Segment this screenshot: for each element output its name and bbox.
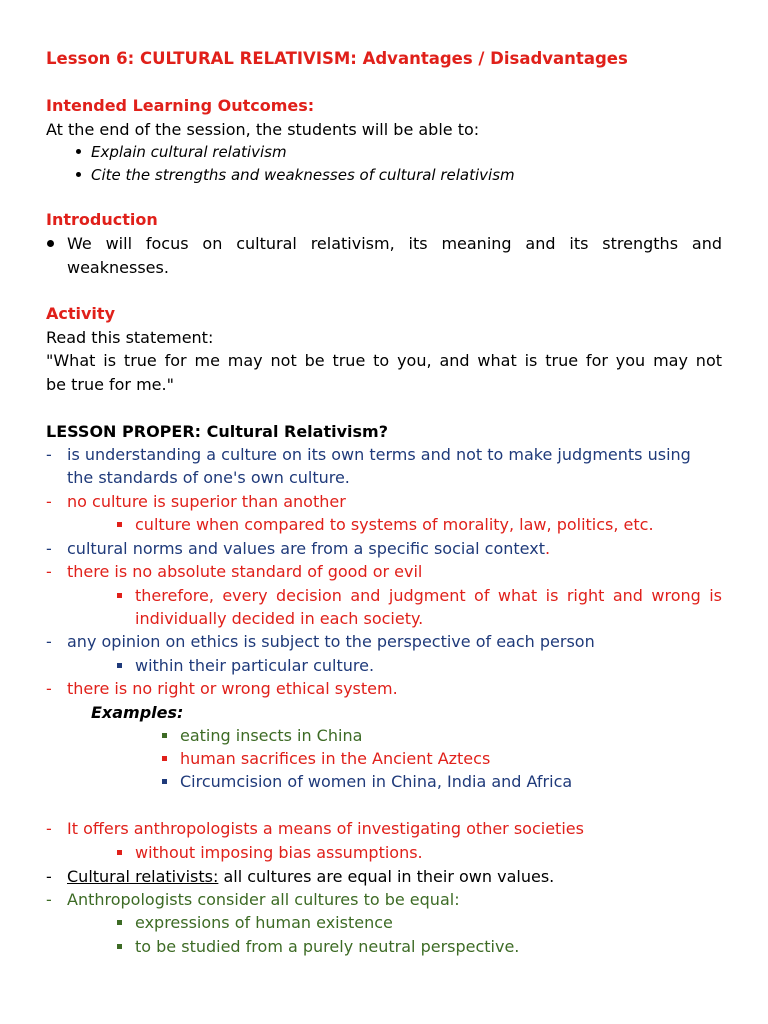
round-bullet-icon bbox=[76, 149, 81, 154]
round-bullet-icon bbox=[76, 172, 81, 177]
lesson-subpoint: culture when compared to systems of morality, law, politics, etc. bbox=[135, 515, 654, 534]
outcome-item: Cite the strengths and weaknesses of cultural relativism bbox=[91, 166, 515, 184]
example-item: Circumcision of women in China, India and Africa bbox=[180, 772, 573, 791]
dash-bullet: - bbox=[46, 445, 52, 464]
introduction-line: weaknesses. bbox=[67, 258, 169, 277]
lesson-point: the standards of one's own culture. bbox=[67, 468, 350, 487]
activity-intro: Read this statement: bbox=[46, 328, 214, 347]
square-bullet-icon bbox=[117, 663, 122, 668]
lesson-point: no culture is superior than another bbox=[67, 492, 346, 511]
dash-bullet: - bbox=[46, 819, 52, 838]
lesson-point-text: all cultures are equal in their own values. bbox=[218, 867, 555, 886]
dash-bullet: - bbox=[46, 890, 52, 909]
example-item: human sacrifices in the Ancient Aztecs bbox=[180, 749, 491, 768]
outcomes-heading: Intended Learning Outcomes: bbox=[46, 96, 315, 115]
dash-bullet: - bbox=[46, 539, 52, 558]
lesson-point bbox=[67, 538, 768, 560]
examples-label: Examples: bbox=[91, 703, 184, 722]
lesson-subpoint: individually decided in each society. bbox=[135, 609, 424, 628]
round-bullet-icon bbox=[47, 240, 54, 247]
lesson-subpoint: without imposing bias assumptions. bbox=[135, 843, 423, 862]
activity-heading: Activity bbox=[46, 304, 115, 323]
lesson-point: Anthropologists consider all cultures to be equal: bbox=[67, 890, 460, 909]
lesson-point: there is no absolute standard of good or evil bbox=[67, 562, 423, 581]
outcome-item: Explain cultural relativism bbox=[91, 143, 287, 161]
example-item: eating insects in China bbox=[180, 726, 363, 745]
lesson-subpoint: therefore, every decision and judgment of what is right and wrong is bbox=[135, 586, 722, 605]
square-bullet-icon bbox=[162, 756, 167, 761]
dash-bullet: - bbox=[46, 867, 52, 886]
lesson-point-period: . bbox=[544, 539, 551, 558]
lesson-subpoint: to be studied from a purely neutral perspective. bbox=[135, 937, 520, 956]
square-bullet-icon bbox=[117, 944, 122, 949]
lesson-point-text: cultural norms and values are from a specific social context bbox=[67, 539, 545, 558]
square-bullet-icon bbox=[162, 779, 167, 784]
activity-quote: "What is true for me may not be true to you, and what is true for you may not bbox=[46, 351, 722, 370]
lesson-point bbox=[67, 866, 768, 888]
square-bullet-icon bbox=[117, 920, 122, 925]
lesson-point: there is no right or wrong ethical system. bbox=[67, 679, 398, 698]
lesson-subpoint: expressions of human existence bbox=[135, 913, 393, 932]
lesson-heading: LESSON PROPER: Cultural Relativism? bbox=[46, 422, 388, 441]
introduction-heading: Introduction bbox=[46, 210, 158, 229]
outcomes-intro: At the end of the session, the students will be able to: bbox=[46, 120, 480, 139]
square-bullet-icon bbox=[117, 522, 122, 527]
lesson-point: any opinion on ethics is subject to the perspective of each person bbox=[67, 632, 595, 651]
square-bullet-icon bbox=[162, 733, 167, 738]
lesson-title: Lesson 6: CULTURAL RELATIVISM: Advantages / Disadvantages bbox=[46, 49, 628, 68]
dash-bullet: - bbox=[46, 562, 52, 581]
square-bullet-icon bbox=[117, 850, 122, 855]
square-bullet-icon bbox=[117, 593, 122, 598]
dash-bullet: - bbox=[46, 632, 52, 651]
activity-quote: be true for me." bbox=[46, 375, 174, 394]
lesson-point: It offers anthropologists a means of investigating other societies bbox=[67, 819, 584, 838]
lesson-point: is understanding a culture on its own terms and not to make judgments using bbox=[67, 445, 691, 464]
dash-bullet: - bbox=[46, 679, 52, 698]
dash-bullet: - bbox=[46, 492, 52, 511]
term-cultural-relativists: Cultural relativists: bbox=[67, 867, 219, 886]
lesson-subpoint: within their particular culture. bbox=[135, 656, 375, 675]
introduction-line: We will focus on cultural relativism, its meaning and its strengths and bbox=[67, 234, 722, 253]
